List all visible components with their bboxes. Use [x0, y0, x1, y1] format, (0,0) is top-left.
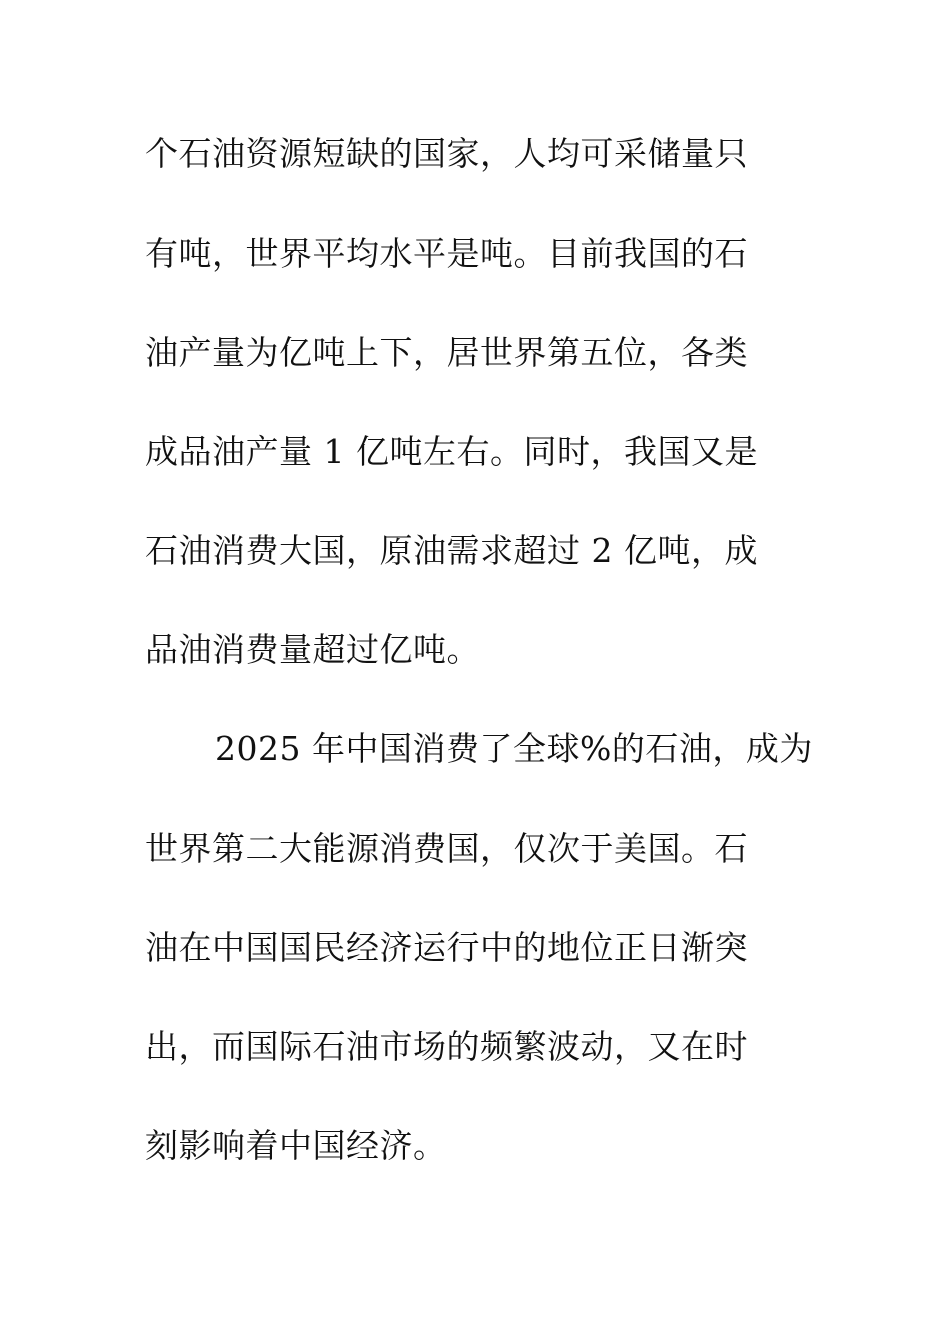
text-line: 油在中国国民经济运行中的地位正日渐突 [145, 928, 748, 967]
text-line: 有吨，世界平均水平是吨。目前我国的石 [145, 234, 748, 273]
text-line: 个石油资源短缺的国家，人均可采储量只 [145, 134, 748, 173]
text-line: 石油消费大国，原油需求超过 2 亿吨，成 [145, 531, 758, 570]
text-line: 世界第二大能源消费国，仅次于美国。石 [145, 829, 748, 868]
text-line: 出，而国际石油市场的频繁波动，又在时 [145, 1027, 748, 1066]
text-line: 油产量为亿吨上下，居世界第五位，各类 [145, 333, 748, 372]
text-line: 成品油产量 1 亿吨左右。同时，我国又是 [145, 432, 758, 471]
text-line: 2025 年中国消费了全球%的石油，成为 [215, 729, 813, 768]
text-line: 刻影响着中国经济。 [145, 1126, 447, 1165]
text-line: 品油消费量超过亿吨。 [145, 630, 480, 669]
